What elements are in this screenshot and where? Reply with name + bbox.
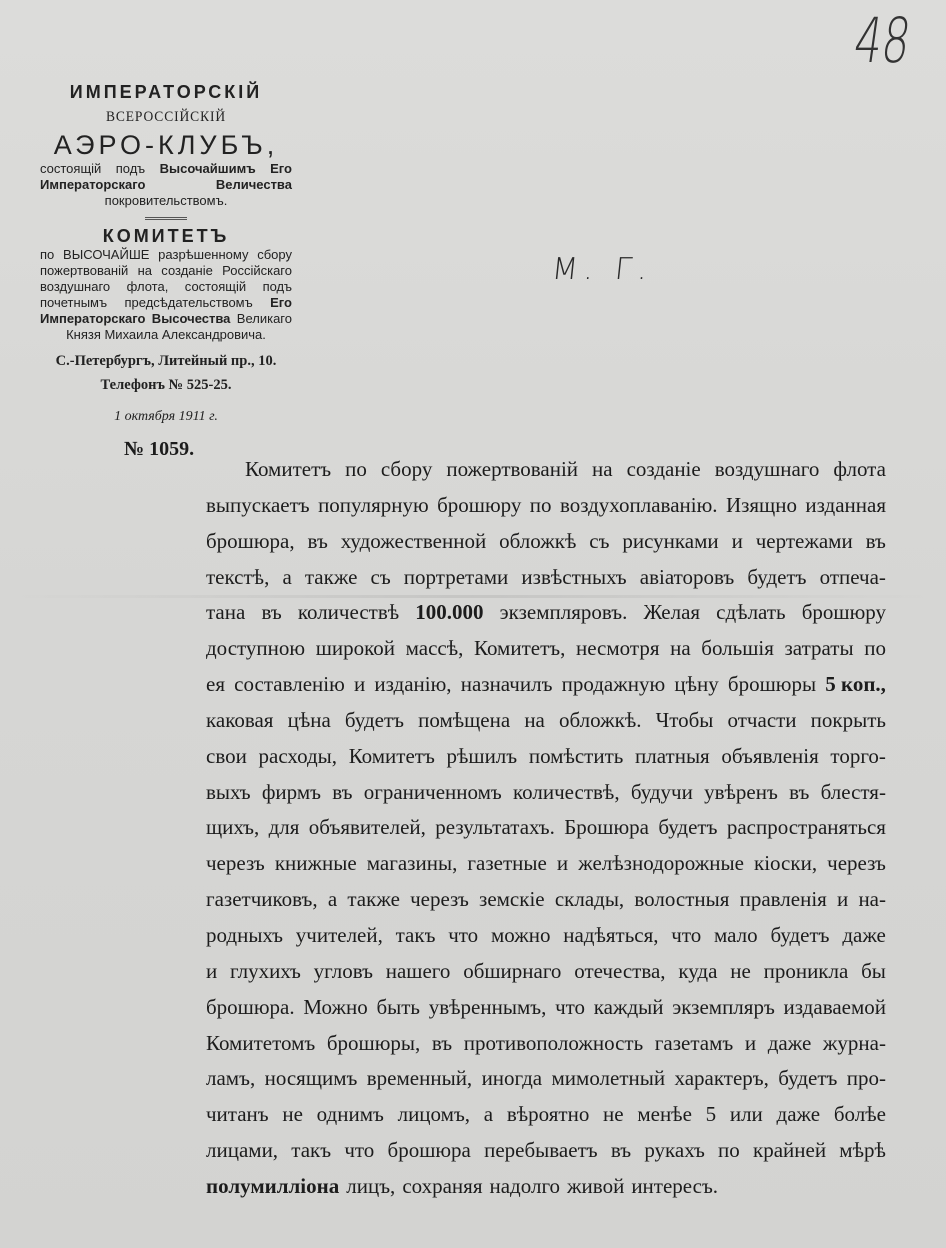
word: будетъ (770, 922, 830, 947)
word: газетамъ (654, 1030, 734, 1055)
word: интересъ. (631, 1173, 719, 1198)
word: будучи (630, 779, 693, 804)
word: количествѣ (297, 600, 400, 625)
word: воздушнаго (714, 457, 820, 481)
word: Комитетъ (348, 743, 435, 768)
body-line (206, 452, 886, 488)
word: пожертвованій (446, 457, 579, 481)
word: перебываетъ (484, 1138, 598, 1163)
word: мѣрѣ (839, 1138, 886, 1163)
word: нашего (385, 958, 451, 983)
address: С.-Петербургъ, Литейный пр., 10. (55, 353, 277, 369)
word: рукахъ (644, 1138, 705, 1163)
word: популярную (318, 492, 429, 517)
word: ея (206, 672, 225, 697)
word: по (529, 492, 552, 517)
word: воздухоплаванію. (559, 492, 718, 517)
divider (145, 217, 187, 220)
letterhead (40, 80, 292, 425)
word: въ (610, 1138, 632, 1163)
word: крайней (753, 1138, 827, 1163)
word: въ (865, 528, 886, 553)
word: назначилъ (460, 672, 553, 697)
word: распространяться (726, 815, 886, 840)
word: лицъ, (346, 1173, 396, 1198)
word: покрыть (810, 707, 886, 732)
word: авіаторовъ (639, 564, 735, 589)
word: живой (567, 1173, 625, 1198)
word: Можно (303, 994, 368, 1019)
word: брошюру (437, 492, 522, 517)
word: даже (842, 922, 886, 947)
word: брошюры (727, 672, 817, 697)
word: платныя (635, 743, 710, 768)
word: журна- (822, 1030, 886, 1055)
handwritten-salutation: М. Г. (550, 252, 656, 287)
word: Желая (643, 600, 701, 625)
body-line (206, 1097, 886, 1133)
word: рѣшилъ (446, 743, 518, 768)
word: однимъ (316, 1102, 384, 1127)
word: глухихъ (230, 958, 301, 983)
body-line (206, 560, 886, 596)
word: 5 (705, 1102, 717, 1127)
letter-number: № 1059. (124, 438, 195, 460)
word: Изящно (725, 492, 797, 517)
word: отпеча- (819, 564, 886, 589)
word: быть (376, 994, 420, 1019)
word: тана (206, 600, 246, 625)
body-line (206, 1169, 886, 1205)
body-line (206, 954, 886, 990)
word: вѣроятно (506, 1102, 590, 1127)
word: желѣзнодорожные (578, 851, 744, 876)
word: брошюра, (206, 528, 295, 553)
word: Брошюра (564, 815, 649, 840)
word: массѣ, (405, 636, 464, 661)
word: фирмъ (261, 779, 322, 804)
word: флота (833, 457, 886, 481)
letterhead-all-russian: ВСЕРОССІЙСКІЙ (105, 109, 227, 125)
word: отечества, (574, 958, 666, 983)
word: правленія (739, 887, 827, 912)
word: продажную (561, 672, 666, 697)
word: съ (370, 564, 391, 589)
word: брошюра. (206, 994, 295, 1019)
body-line (206, 882, 886, 918)
word: что (555, 994, 586, 1019)
word: и (744, 1030, 757, 1055)
letter-date: 1 октября 1911 г. (114, 409, 218, 424)
word: будетъ (778, 1066, 838, 1091)
word: проникла (763, 958, 849, 983)
word: созданіе (626, 457, 701, 481)
word: что (448, 922, 479, 947)
word: читанъ (206, 1102, 269, 1127)
word: бы (861, 958, 886, 983)
word: составленію (234, 672, 345, 697)
word: объявителей, (308, 815, 426, 840)
word: по (864, 636, 886, 661)
letterhead-imperial: ИМПЕРАТОРСКІЙ (69, 82, 263, 102)
word: Комитетъ (245, 457, 332, 481)
word: куда (678, 958, 718, 983)
word: Чтобы (655, 707, 714, 732)
word: брошюры, (326, 1030, 421, 1055)
word: несмотря (575, 636, 660, 661)
word: объявленія (721, 743, 819, 768)
word: въ (307, 528, 328, 553)
word: не (730, 958, 751, 983)
word: характеръ, (674, 1066, 769, 1091)
body-line (206, 775, 886, 811)
word: обширнаго (463, 958, 562, 983)
word: сдѣлать (716, 600, 786, 625)
word: каковая (206, 707, 274, 732)
word: такъ (291, 1138, 332, 1163)
word: лицомъ, (397, 1102, 471, 1127)
bold-word: 100.000 (415, 600, 484, 625)
committee-desc-bold: Его Императорскаго Высочества (40, 295, 292, 326)
word: въ (332, 779, 353, 804)
word: такъ (395, 922, 436, 947)
word: обложкѣ (499, 528, 577, 553)
word: надолго (489, 1173, 561, 1198)
word: склады, (554, 887, 625, 912)
word: результатахъ. (435, 815, 555, 840)
word: для (268, 815, 300, 840)
word: а (327, 887, 338, 912)
word: въ (789, 779, 810, 804)
bold-word: 5 коп., (825, 672, 886, 697)
word: доступною (206, 636, 306, 661)
body-line (206, 918, 886, 954)
word: родныхъ (206, 922, 283, 947)
committee-desc-post: Великаго Князя Михаила Александровича. (66, 311, 292, 342)
patronage-bold: Высочайшимъ Его Императорскаго Величества (40, 161, 292, 192)
word: даже (776, 1102, 821, 1127)
word: иногда (481, 1066, 543, 1091)
body-line (206, 524, 886, 560)
patronage-post: покровительствомъ. (104, 193, 228, 208)
word: носящимъ (264, 1066, 358, 1091)
word: портретами (403, 564, 509, 589)
word: свои (206, 743, 247, 768)
word: будетъ (658, 815, 718, 840)
committee-description (40, 247, 292, 343)
word: ограниченномъ (363, 779, 502, 804)
word: на (592, 457, 613, 481)
patronage-text (40, 161, 292, 209)
word: сохраняя (402, 1173, 483, 1198)
word: угловъ (313, 958, 373, 983)
word: менѣе (637, 1102, 692, 1127)
word: текстѣ, (206, 564, 270, 589)
word: противоположность (463, 1030, 644, 1055)
word: не (603, 1102, 624, 1127)
word: и (556, 851, 569, 876)
word: и (731, 528, 743, 553)
word: брошюра (387, 1138, 471, 1163)
word: газетчиковъ, (206, 887, 318, 912)
word: на- (858, 887, 886, 912)
word: черезъ (827, 851, 886, 876)
word: временный, (366, 1066, 473, 1091)
word: количествѣ, (513, 779, 620, 804)
word: широкой (315, 636, 395, 661)
word: можно (490, 922, 551, 947)
word: мимолетный (551, 1066, 666, 1091)
word: газетные (467, 851, 547, 876)
word: цѣну (674, 672, 719, 697)
word: лицами, (206, 1138, 279, 1163)
word: въ (431, 1030, 453, 1055)
word: черезъ (206, 851, 265, 876)
word: черезъ (410, 887, 469, 912)
body-line (206, 703, 886, 739)
body-line (206, 667, 886, 703)
word: будетъ (747, 564, 807, 589)
word: увѣреннымъ, (428, 994, 547, 1019)
word: рисунками (622, 528, 719, 553)
word: извѣстныхъ (521, 564, 627, 589)
word: по (718, 1138, 740, 1163)
committee-desc-pre: по ВЫСОЧАЙШЕ разрѣшенному сбору пожертвованій на созданіе Россійскаго воздушнаго флота, состоящій подъ почетнымъ предсѣдательствомъ (40, 247, 292, 310)
word: блестя- (820, 779, 886, 804)
word: съ (589, 528, 610, 553)
word: цѣна (287, 707, 331, 732)
word: кіоски, (754, 851, 818, 876)
word: брошюру (801, 600, 886, 625)
word: торго- (830, 743, 886, 768)
word: или (729, 1102, 763, 1127)
club-name: АЭРО-КЛУБЪ, (53, 130, 279, 160)
word: что (344, 1138, 375, 1163)
word: также (347, 887, 400, 912)
body-line (206, 810, 886, 846)
word: а (483, 1102, 494, 1127)
word: а (282, 564, 292, 589)
committee-heading: КОМИТЕТЪ (102, 226, 230, 246)
word: мало (714, 922, 758, 947)
word: будетъ (344, 707, 404, 732)
word: Комитетомъ (206, 1030, 316, 1055)
word: чертежами (755, 528, 853, 553)
word: даже (767, 1030, 812, 1055)
word: по (345, 457, 367, 481)
word: изданію, (374, 672, 452, 697)
word: надѣяться, (563, 922, 659, 947)
body-line (206, 1026, 886, 1062)
body-line (206, 1061, 886, 1097)
word: сбору (380, 457, 433, 481)
word: книжные (274, 851, 357, 876)
word: Комитетъ, (473, 636, 566, 661)
word: увѣренъ (704, 779, 778, 804)
word: учителей, (295, 922, 383, 947)
word: расходы, (258, 743, 338, 768)
word: изданная (805, 492, 886, 517)
word: ламъ, (206, 1066, 256, 1091)
word: помѣстить (528, 743, 624, 768)
body-line (206, 846, 886, 882)
word: выпускаетъ (206, 492, 310, 517)
word: про- (846, 1066, 886, 1091)
word: обложкѣ. (558, 707, 642, 732)
word: щихъ, (206, 815, 260, 840)
word: выхъ (206, 779, 251, 804)
phone: Телефонъ № 525-25. (100, 377, 232, 393)
word: отчасти (727, 707, 797, 732)
word: экземпляръ (672, 994, 775, 1019)
body-line (206, 595, 886, 631)
word: и (837, 887, 849, 912)
word: волостныя (634, 887, 730, 912)
word: земскіе (479, 887, 545, 912)
patronage-pre: состоящій подъ (40, 161, 160, 176)
letter-body (206, 452, 886, 1205)
word: большія (701, 636, 774, 661)
word: магазины, (366, 851, 458, 876)
word: каждый (593, 994, 664, 1019)
word: экземпляровъ. (499, 600, 628, 625)
body-line (206, 631, 886, 667)
word: на (670, 636, 691, 661)
body-line (206, 739, 886, 775)
word: на (524, 707, 545, 732)
word: помѣщена (418, 707, 511, 732)
word: и (353, 672, 366, 697)
word: что (671, 922, 702, 947)
body-line (206, 488, 886, 524)
word: затраты (784, 636, 854, 661)
word: издаваемой (783, 994, 886, 1019)
word: художественной (340, 528, 487, 553)
body-line (206, 1133, 886, 1169)
word: и (206, 958, 218, 983)
bold-word: полумилліона (206, 1173, 340, 1198)
word: также (304, 564, 358, 589)
handwritten-page-number: 48 (849, 4, 916, 77)
word: въ (261, 600, 282, 625)
word: не (282, 1102, 303, 1127)
word: болѣе (833, 1102, 886, 1127)
body-line (206, 990, 886, 1026)
